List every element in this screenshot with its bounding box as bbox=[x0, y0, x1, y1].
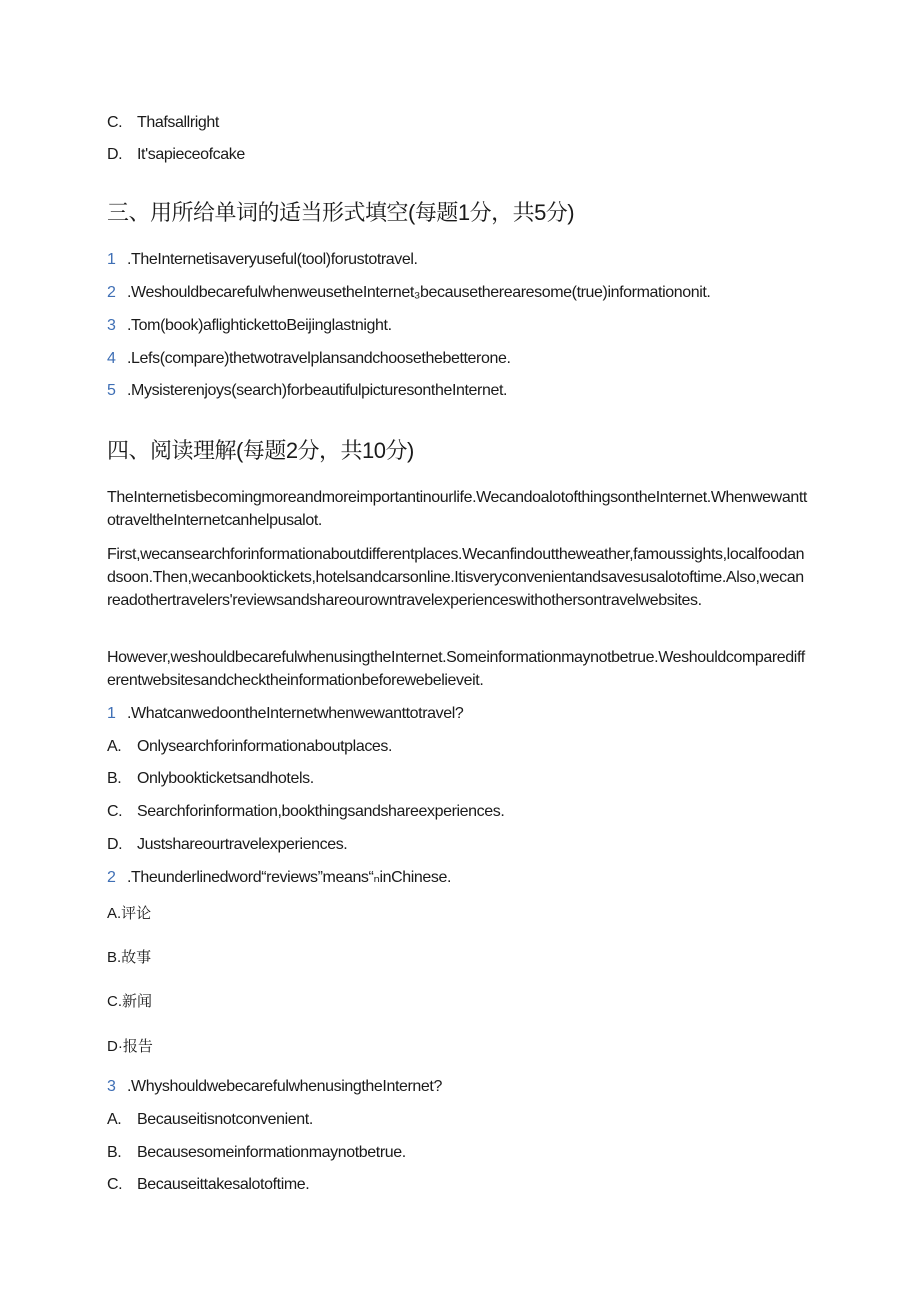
question-3: 3 .WhyshouldwebecarefulwhenusingtheInternet? bbox=[107, 1078, 442, 1095]
q1-option-c: C. Searchforinformation,bookthingsandshareexperiences. bbox=[107, 803, 505, 820]
q1-option-b: B. Onlybookticketsandhotels. bbox=[107, 770, 314, 787]
fill-item-5: 5 .Mysisterenjoys(search)forbeautifulpicturesontheInternet. bbox=[107, 382, 508, 399]
q1-option-a: A. Onlysearchforinformationaboutplaces. bbox=[107, 738, 393, 755]
question-2: 2 .Theunderlinedword“reviews”means“ₙinChinese. bbox=[107, 869, 452, 886]
q3-option-c: C. Becauseittakesalotoftime. bbox=[107, 1176, 310, 1193]
q2-option-d: D·报告 bbox=[107, 1038, 153, 1055]
fill-item-2: 2 .WeshouldbecarefulwhenweusetheInternet₃becausetherearesome(true)informationonit. bbox=[107, 284, 711, 301]
question-1: 1 .WhatcanwedoontheInternetwhenwewanttotravel? bbox=[107, 705, 464, 722]
option-c: C. Thafsallright bbox=[107, 114, 219, 131]
q3-option-a: A. Becauseitisnotconvenient. bbox=[107, 1111, 313, 1128]
fill-item-1: 1 .TheInternetisaveryuseful(tool)forustotravel. bbox=[107, 251, 418, 268]
reading-paragraph-2: First,wecansearchforinformationaboutdifferentplaces.Wecanfindouttheweather,famoussights,localfoodandsoon.Then,wecanbooktickets,hotelsandcarsonline.Itisveryconvenientandsavesusalotoftime.Also,wecanreadothertravelers'reviewsandshareourowntravelexperienceswithothersontravelwebsites. bbox=[107, 546, 805, 609]
section3-title: 三、用所给单词的适当形式填空(每题1分，共5分) bbox=[107, 200, 575, 225]
q2-option-c: C.新闻 bbox=[107, 993, 153, 1010]
q2-option-a: A.评论 bbox=[107, 905, 152, 922]
section4-title: 四、阅读理解(每题2分，共10分) bbox=[107, 438, 414, 463]
reading-paragraph-1: TheInternetisbecomingmoreandmoreimportantinourlife.WecandoalotofthingsontheInternet.WhenwewanttotraveltheInternetcanhelpusalot. bbox=[107, 489, 807, 529]
option-d: D. It'sapieceofcake bbox=[107, 146, 245, 163]
q1-option-d: D. Justshareourtravelexperiences. bbox=[107, 836, 348, 853]
fill-item-3: 3 .Tom(book)aflightickettoBeijinglastnight. bbox=[107, 317, 392, 334]
q3-option-b: B. Becausesomeinformationmaynotbetrue. bbox=[107, 1144, 406, 1161]
q2-option-b: B.故事 bbox=[107, 949, 152, 966]
reading-paragraph-3: However,weshouldbecarefulwhenusingtheInternet.Someinformationmaynotbetrue.Weshouldcomparedifferentwebsitesandchecktheinformationbeforewebelieveit. bbox=[107, 649, 805, 689]
fill-item-4: 4 .Lefs(compare)thetwotravelplansandchoosethebetterone. bbox=[107, 350, 511, 367]
